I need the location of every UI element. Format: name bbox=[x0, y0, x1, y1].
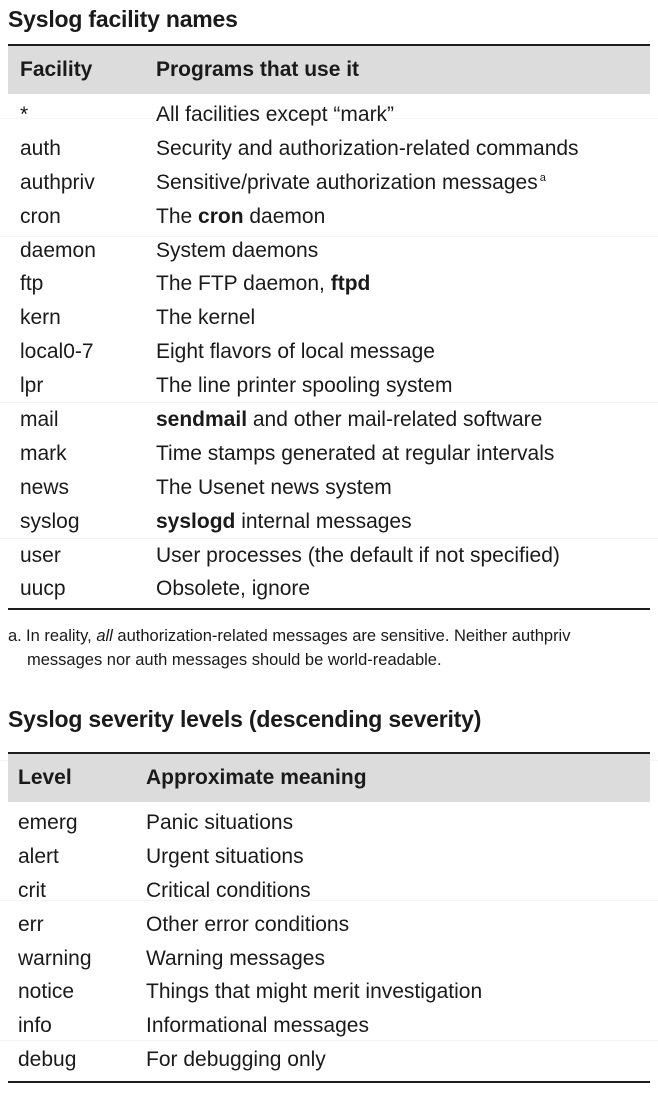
facility-rows bbox=[8, 98, 650, 606]
table-row bbox=[8, 234, 650, 268]
description-text: Obsolete, ignore bbox=[156, 577, 311, 601]
description-text: Time stamps generated at regular intervals bbox=[156, 441, 555, 465]
severity-level: emerg bbox=[18, 810, 78, 834]
table-row bbox=[8, 806, 650, 840]
footnote bbox=[8, 624, 653, 672]
program-name: cron bbox=[198, 204, 244, 228]
severity-level: notice bbox=[18, 980, 75, 1004]
severity-level: debug bbox=[18, 1048, 77, 1072]
table-row bbox=[8, 335, 650, 369]
table-row bbox=[8, 301, 650, 335]
table-header bbox=[8, 46, 650, 94]
severity-meaning: Informational messages bbox=[146, 1014, 369, 1038]
facility-name: * bbox=[20, 102, 29, 126]
table-row bbox=[8, 1043, 650, 1077]
facility-name: user bbox=[20, 543, 61, 567]
description-text: The line printer spooling system bbox=[156, 374, 453, 398]
severity-section-title: Syslog severity levels (descending severity) bbox=[8, 706, 482, 732]
severity-meaning: Panic situations bbox=[146, 810, 294, 834]
footnote-emphasis: all bbox=[96, 627, 113, 645]
severity-level: crit bbox=[18, 878, 46, 902]
description-text: The Usenet news system bbox=[156, 475, 392, 499]
facility-name: daemon bbox=[20, 238, 96, 262]
table-row bbox=[8, 166, 650, 200]
table-row bbox=[8, 874, 650, 908]
facility-name: ftp bbox=[20, 272, 44, 296]
description-text: System daemons bbox=[156, 238, 319, 262]
table-row bbox=[8, 1009, 650, 1043]
column-header-level: Level bbox=[18, 766, 72, 789]
table-row bbox=[8, 471, 650, 505]
facility-name: mail bbox=[20, 407, 59, 431]
facility-name: local0-7 bbox=[20, 340, 94, 364]
description-text: User processes (the default if not specified) bbox=[156, 543, 560, 567]
table-row bbox=[8, 200, 650, 234]
description-text: All facilities except “mark” bbox=[156, 102, 395, 126]
facility-description bbox=[156, 408, 650, 432]
facility-description bbox=[156, 171, 650, 195]
description-text: Eight flavors of local message bbox=[156, 340, 435, 364]
table-bottom-rule bbox=[8, 1081, 650, 1083]
table-row bbox=[8, 98, 650, 132]
severity-rows bbox=[8, 806, 650, 1077]
table-row bbox=[8, 908, 650, 942]
severity-level: alert bbox=[18, 844, 59, 868]
facility-name: kern bbox=[20, 306, 61, 330]
description-text: and other mail-related software bbox=[247, 407, 543, 431]
severity-meaning: Warning messages bbox=[146, 946, 325, 970]
table-row bbox=[8, 505, 650, 539]
description-text: The kernel bbox=[156, 306, 256, 330]
facility-description bbox=[156, 340, 650, 364]
facility-description bbox=[156, 137, 650, 161]
facility-description bbox=[156, 374, 650, 398]
table-bottom-rule bbox=[8, 608, 650, 610]
facility-description bbox=[156, 577, 650, 601]
description-text: The FTP daemon, bbox=[156, 272, 331, 296]
facility-description bbox=[156, 442, 650, 466]
facility-description bbox=[156, 544, 650, 568]
table-row bbox=[8, 539, 650, 573]
column-header-facility: Facility bbox=[20, 58, 93, 81]
facility-table bbox=[8, 44, 650, 610]
facility-name: lpr bbox=[20, 374, 44, 398]
description-text: The bbox=[156, 204, 199, 228]
facility-name: auth bbox=[20, 136, 61, 160]
facility-description bbox=[156, 103, 650, 127]
severity-meaning: Other error conditions bbox=[146, 912, 350, 936]
footnote-text-pre: In reality, bbox=[26, 627, 97, 645]
facility-description bbox=[156, 510, 650, 534]
severity-level: err bbox=[18, 912, 44, 936]
facility-name: uucp bbox=[20, 577, 66, 601]
facility-description bbox=[156, 205, 650, 229]
facility-name: mark bbox=[20, 441, 67, 465]
footnote-line-2: messages nor auth messages should be world-readable. bbox=[27, 651, 442, 669]
table-row bbox=[8, 369, 650, 403]
footnote-line-1 bbox=[8, 624, 653, 648]
description-text: internal messages bbox=[235, 509, 412, 533]
table-row bbox=[8, 942, 650, 976]
footnote-label: a. bbox=[8, 627, 22, 645]
facility-name: syslog bbox=[20, 509, 80, 533]
column-header-meaning: Approximate meaning bbox=[146, 766, 367, 789]
facility-description bbox=[156, 239, 650, 263]
severity-meaning: For debugging only bbox=[146, 1048, 326, 1072]
table-row bbox=[8, 267, 650, 301]
table-row bbox=[8, 403, 650, 437]
facility-name: cron bbox=[20, 204, 61, 228]
table-row bbox=[8, 572, 650, 606]
program-name: sendmail bbox=[156, 407, 248, 431]
severity-meaning: Urgent situations bbox=[146, 844, 304, 868]
description-text: daemon bbox=[243, 204, 326, 228]
program-name: syslogd bbox=[156, 509, 236, 533]
severity-meaning: Critical conditions bbox=[146, 878, 311, 902]
program-name: ftpd bbox=[330, 272, 371, 296]
table-row bbox=[8, 437, 650, 471]
severity-level: warning bbox=[18, 946, 92, 970]
table-header bbox=[8, 754, 650, 802]
facility-section-title: Syslog facility names bbox=[8, 6, 238, 32]
severity-table bbox=[8, 752, 650, 1083]
column-header-programs: Programs that use it bbox=[156, 58, 360, 81]
table-row bbox=[8, 840, 650, 874]
table-row bbox=[8, 975, 650, 1009]
footnote-text-post: authorization-related messages are sensitive. Neither authpriv bbox=[112, 627, 571, 645]
facility-description bbox=[156, 306, 650, 330]
severity-level: info bbox=[18, 1014, 52, 1038]
table-row bbox=[8, 132, 650, 166]
facility-description bbox=[156, 476, 650, 500]
description-text: Sensitive/private authorization messages bbox=[156, 170, 538, 194]
severity-meaning: Things that might merit investigation bbox=[146, 980, 483, 1004]
facility-description bbox=[156, 272, 650, 296]
description-text: Security and authorization-related commands bbox=[156, 136, 579, 160]
footnote-marker: a bbox=[539, 171, 546, 184]
facility-name: authpriv bbox=[20, 170, 95, 194]
facility-name: news bbox=[20, 475, 70, 499]
